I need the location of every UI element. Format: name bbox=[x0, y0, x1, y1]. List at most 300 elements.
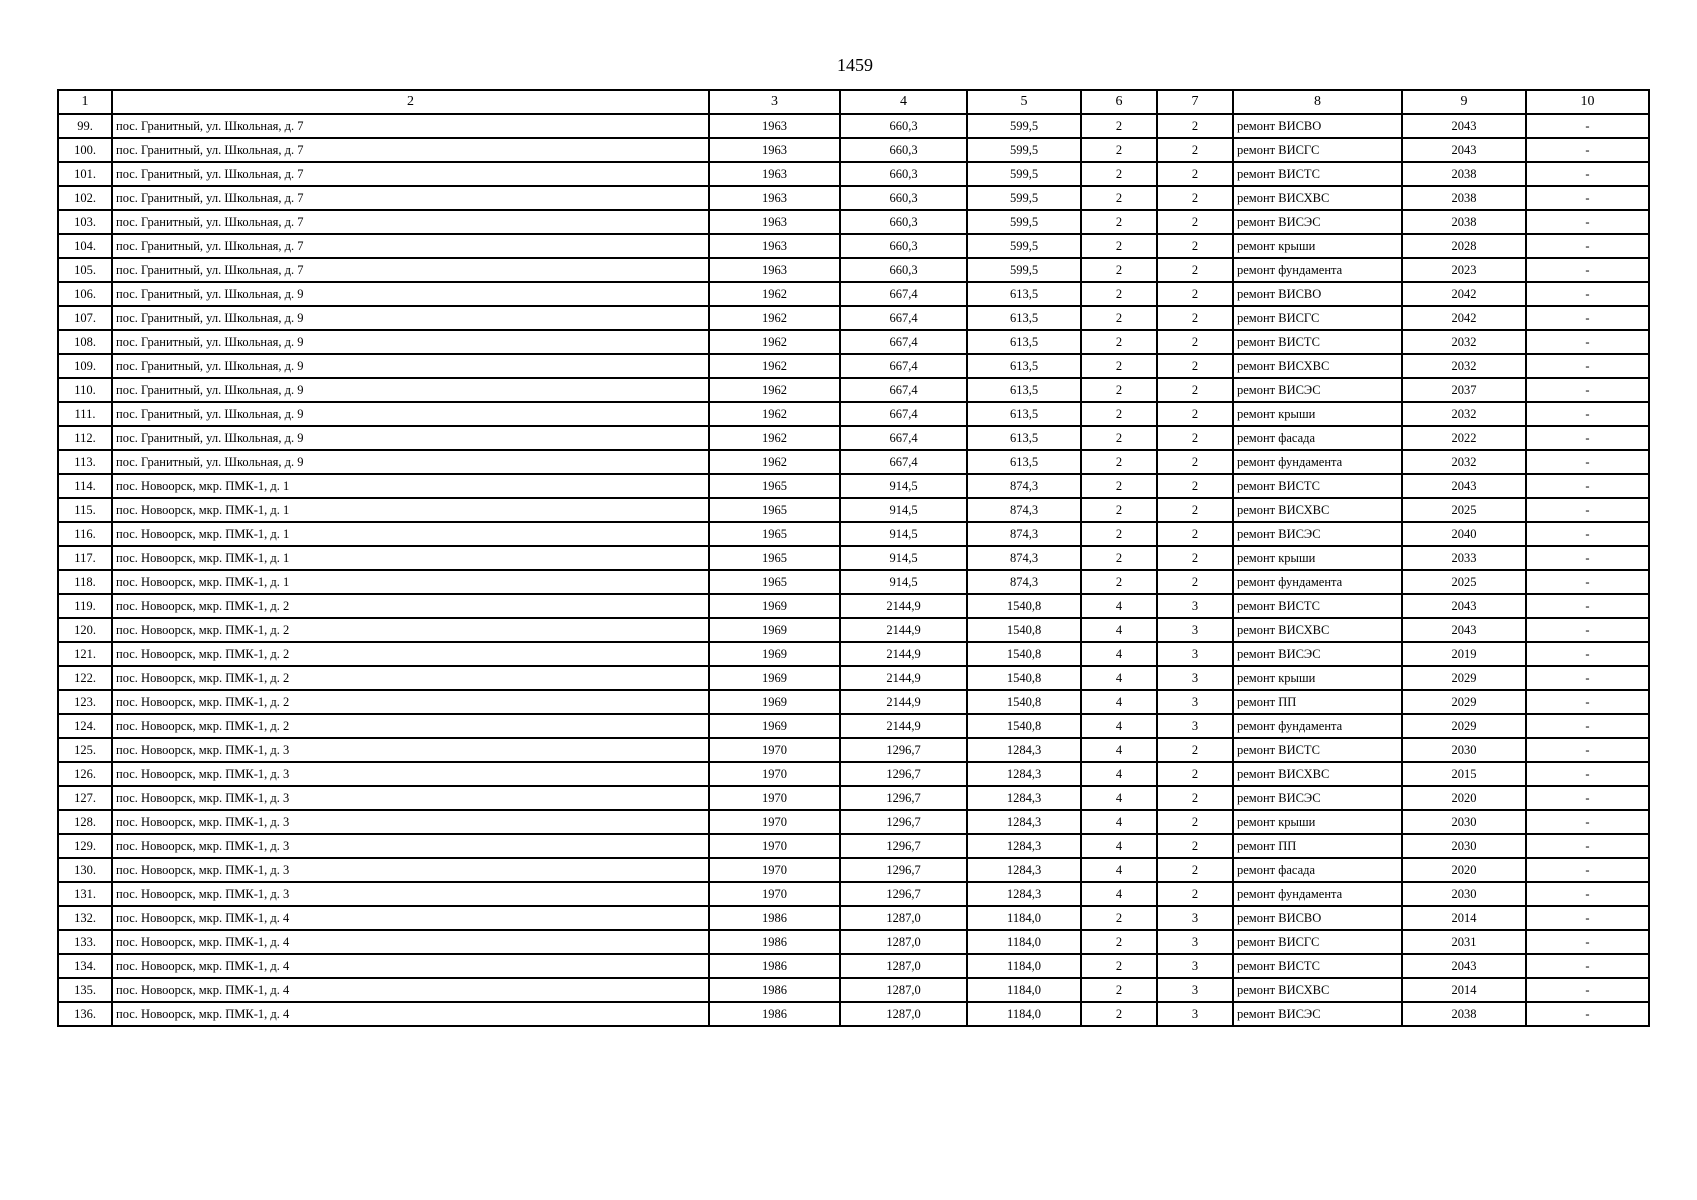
address-cell: пос. Гранитный, ул. Школьная, д. 9 bbox=[112, 282, 709, 306]
living-area-cell: 613,5 bbox=[967, 450, 1081, 474]
note-cell: - bbox=[1526, 834, 1649, 858]
living-area-cell: 599,5 bbox=[967, 210, 1081, 234]
entrances-cell: 2 bbox=[1157, 858, 1233, 882]
work-type-cell: ремонт фундамента bbox=[1233, 258, 1402, 282]
row-number-cell: 99. bbox=[58, 114, 112, 138]
living-area-cell: 1540,8 bbox=[967, 690, 1081, 714]
column-header: 7 bbox=[1157, 90, 1233, 114]
table-row bbox=[58, 234, 1649, 258]
note-cell: - bbox=[1526, 450, 1649, 474]
note-cell: - bbox=[1526, 474, 1649, 498]
year-cell: 1969 bbox=[709, 714, 840, 738]
planned-year-cell: 2043 bbox=[1402, 114, 1526, 138]
entrances-cell: 3 bbox=[1157, 690, 1233, 714]
row-number-cell: 114. bbox=[58, 474, 112, 498]
total-area-cell: 914,5 bbox=[840, 570, 967, 594]
living-area-cell: 1540,8 bbox=[967, 594, 1081, 618]
address-cell: пос. Гранитный, ул. Школьная, д. 7 bbox=[112, 258, 709, 282]
floors-cell: 4 bbox=[1081, 666, 1157, 690]
year-cell: 1965 bbox=[709, 570, 840, 594]
year-cell: 1962 bbox=[709, 426, 840, 450]
work-type-cell: ремонт ВИСВО bbox=[1233, 114, 1402, 138]
note-cell: - bbox=[1526, 186, 1649, 210]
address-cell: пос. Новоорск, мкр. ПМК-1, д. 1 bbox=[112, 570, 709, 594]
planned-year-cell: 2032 bbox=[1402, 330, 1526, 354]
row-number-cell: 113. bbox=[58, 450, 112, 474]
address-cell: пос. Новоорск, мкр. ПМК-1, д. 3 bbox=[112, 810, 709, 834]
table-row bbox=[58, 186, 1649, 210]
row-number-cell: 124. bbox=[58, 714, 112, 738]
entrances-cell: 2 bbox=[1157, 498, 1233, 522]
row-number-cell: 119. bbox=[58, 594, 112, 618]
total-area-cell: 1296,7 bbox=[840, 834, 967, 858]
table-row bbox=[58, 858, 1649, 882]
living-area-cell: 1540,8 bbox=[967, 618, 1081, 642]
row-number-cell: 112. bbox=[58, 426, 112, 450]
planned-year-cell: 2038 bbox=[1402, 186, 1526, 210]
year-cell: 1963 bbox=[709, 258, 840, 282]
total-area-cell: 2144,9 bbox=[840, 666, 967, 690]
address-cell: пос. Новоорск, мкр. ПМК-1, д. 4 bbox=[112, 930, 709, 954]
planned-year-cell: 2037 bbox=[1402, 378, 1526, 402]
work-type-cell: ремонт ВИСВО bbox=[1233, 282, 1402, 306]
table-row bbox=[58, 114, 1649, 138]
living-area-cell: 1184,0 bbox=[967, 978, 1081, 1002]
work-type-cell: ремонт фундамента bbox=[1233, 450, 1402, 474]
table-row bbox=[58, 738, 1649, 762]
year-cell: 1965 bbox=[709, 474, 840, 498]
entrances-cell: 3 bbox=[1157, 618, 1233, 642]
total-area-cell: 2144,9 bbox=[840, 690, 967, 714]
note-cell: - bbox=[1526, 402, 1649, 426]
planned-year-cell: 2040 bbox=[1402, 522, 1526, 546]
table-row bbox=[58, 834, 1649, 858]
living-area-cell: 1540,8 bbox=[967, 642, 1081, 666]
work-type-cell: ремонт ВИСХВС bbox=[1233, 762, 1402, 786]
address-cell: пос. Новоорск, мкр. ПМК-1, д. 4 bbox=[112, 978, 709, 1002]
total-area-cell: 1287,0 bbox=[840, 978, 967, 1002]
work-type-cell: ремонт ВИСЭС bbox=[1233, 522, 1402, 546]
year-cell: 1986 bbox=[709, 978, 840, 1002]
floors-cell: 4 bbox=[1081, 594, 1157, 618]
table-row bbox=[58, 1002, 1649, 1026]
entrances-cell: 2 bbox=[1157, 258, 1233, 282]
work-type-cell: ремонт ВИСВО bbox=[1233, 906, 1402, 930]
entrances-cell: 2 bbox=[1157, 570, 1233, 594]
living-area-cell: 1540,8 bbox=[967, 714, 1081, 738]
work-type-cell: ремонт ВИСГС bbox=[1233, 306, 1402, 330]
row-number-cell: 122. bbox=[58, 666, 112, 690]
address-cell: пос. Гранитный, ул. Школьная, д. 7 bbox=[112, 162, 709, 186]
floors-cell: 2 bbox=[1081, 954, 1157, 978]
floors-cell: 2 bbox=[1081, 138, 1157, 162]
planned-year-cell: 2038 bbox=[1402, 162, 1526, 186]
floors-cell: 4 bbox=[1081, 810, 1157, 834]
row-number-cell: 121. bbox=[58, 642, 112, 666]
planned-year-cell: 2019 bbox=[1402, 642, 1526, 666]
table-row bbox=[58, 762, 1649, 786]
table-row bbox=[58, 210, 1649, 234]
row-number-cell: 135. bbox=[58, 978, 112, 1002]
address-cell: пос. Новоорск, мкр. ПМК-1, д. 2 bbox=[112, 642, 709, 666]
floors-cell: 2 bbox=[1081, 978, 1157, 1002]
living-area-cell: 599,5 bbox=[967, 258, 1081, 282]
floors-cell: 2 bbox=[1081, 282, 1157, 306]
column-header: 1 bbox=[58, 90, 112, 114]
note-cell: - bbox=[1526, 810, 1649, 834]
year-cell: 1970 bbox=[709, 882, 840, 906]
planned-year-cell: 2030 bbox=[1402, 738, 1526, 762]
work-type-cell: ремонт ВИСХВС bbox=[1233, 186, 1402, 210]
total-area-cell: 660,3 bbox=[840, 258, 967, 282]
planned-year-cell: 2028 bbox=[1402, 234, 1526, 258]
planned-year-cell: 2020 bbox=[1402, 786, 1526, 810]
work-type-cell: ремонт ВИСТС bbox=[1233, 594, 1402, 618]
total-area-cell: 914,5 bbox=[840, 474, 967, 498]
living-area-cell: 599,5 bbox=[967, 138, 1081, 162]
work-type-cell: ремонт ВИСТС bbox=[1233, 954, 1402, 978]
note-cell: - bbox=[1526, 618, 1649, 642]
planned-year-cell: 2030 bbox=[1402, 834, 1526, 858]
row-number-cell: 111. bbox=[58, 402, 112, 426]
note-cell: - bbox=[1526, 1002, 1649, 1026]
planned-year-cell: 2029 bbox=[1402, 714, 1526, 738]
note-cell: - bbox=[1526, 906, 1649, 930]
table-row bbox=[58, 954, 1649, 978]
entrances-cell: 2 bbox=[1157, 306, 1233, 330]
planned-year-cell: 2025 bbox=[1402, 570, 1526, 594]
address-cell: пос. Новоорск, мкр. ПМК-1, д. 3 bbox=[112, 834, 709, 858]
living-area-cell: 613,5 bbox=[967, 306, 1081, 330]
row-number-cell: 103. bbox=[58, 210, 112, 234]
year-cell: 1970 bbox=[709, 762, 840, 786]
living-area-cell: 613,5 bbox=[967, 282, 1081, 306]
column-header: 2 bbox=[112, 90, 709, 114]
planned-year-cell: 2015 bbox=[1402, 762, 1526, 786]
entrances-cell: 2 bbox=[1157, 354, 1233, 378]
note-cell: - bbox=[1526, 522, 1649, 546]
total-area-cell: 1296,7 bbox=[840, 858, 967, 882]
entrances-cell: 2 bbox=[1157, 450, 1233, 474]
work-type-cell: ремонт фасада bbox=[1233, 426, 1402, 450]
living-area-cell: 874,3 bbox=[967, 522, 1081, 546]
entrances-cell: 2 bbox=[1157, 762, 1233, 786]
living-area-cell: 599,5 bbox=[967, 114, 1081, 138]
year-cell: 1969 bbox=[709, 618, 840, 642]
planned-year-cell: 2014 bbox=[1402, 906, 1526, 930]
address-cell: пос. Гранитный, ул. Школьная, д. 7 bbox=[112, 210, 709, 234]
floors-cell: 2 bbox=[1081, 330, 1157, 354]
table-row bbox=[58, 282, 1649, 306]
address-cell: пос. Новоорск, мкр. ПМК-1, д. 3 bbox=[112, 786, 709, 810]
planned-year-cell: 2029 bbox=[1402, 666, 1526, 690]
address-cell: пос. Новоорск, мкр. ПМК-1, д. 2 bbox=[112, 714, 709, 738]
entrances-cell: 2 bbox=[1157, 882, 1233, 906]
living-area-cell: 1184,0 bbox=[967, 1002, 1081, 1026]
living-area-cell: 874,3 bbox=[967, 570, 1081, 594]
total-area-cell: 660,3 bbox=[840, 210, 967, 234]
note-cell: - bbox=[1526, 162, 1649, 186]
planned-year-cell: 2031 bbox=[1402, 930, 1526, 954]
living-area-cell: 613,5 bbox=[967, 426, 1081, 450]
living-area-cell: 1184,0 bbox=[967, 954, 1081, 978]
floors-cell: 2 bbox=[1081, 234, 1157, 258]
total-area-cell: 1287,0 bbox=[840, 954, 967, 978]
planned-year-cell: 2042 bbox=[1402, 306, 1526, 330]
row-number-cell: 102. bbox=[58, 186, 112, 210]
total-area-cell: 1296,7 bbox=[840, 738, 967, 762]
year-cell: 1965 bbox=[709, 546, 840, 570]
work-type-cell: ремонт крыши bbox=[1233, 234, 1402, 258]
table-row bbox=[58, 930, 1649, 954]
address-cell: пос. Гранитный, ул. Школьная, д. 9 bbox=[112, 378, 709, 402]
living-area-cell: 613,5 bbox=[967, 330, 1081, 354]
work-type-cell: ремонт ПП bbox=[1233, 834, 1402, 858]
living-area-cell: 1184,0 bbox=[967, 930, 1081, 954]
table-row bbox=[58, 498, 1649, 522]
year-cell: 1970 bbox=[709, 810, 840, 834]
work-type-cell: ремонт ВИСХВС bbox=[1233, 498, 1402, 522]
address-cell: пос. Новоорск, мкр. ПМК-1, д. 4 bbox=[112, 1002, 709, 1026]
address-cell: пос. Новоорск, мкр. ПМК-1, д. 4 bbox=[112, 906, 709, 930]
table-row bbox=[58, 690, 1649, 714]
total-area-cell: 660,3 bbox=[840, 114, 967, 138]
work-type-cell: ремонт ВИСГС bbox=[1233, 930, 1402, 954]
note-cell: - bbox=[1526, 882, 1649, 906]
total-area-cell: 1296,7 bbox=[840, 786, 967, 810]
note-cell: - bbox=[1526, 594, 1649, 618]
address-cell: пос. Гранитный, ул. Школьная, д. 9 bbox=[112, 306, 709, 330]
entrances-cell: 2 bbox=[1157, 186, 1233, 210]
row-number-cell: 125. bbox=[58, 738, 112, 762]
note-cell: - bbox=[1526, 930, 1649, 954]
header-row bbox=[58, 90, 1649, 114]
floors-cell: 2 bbox=[1081, 426, 1157, 450]
entrances-cell: 3 bbox=[1157, 978, 1233, 1002]
row-number-cell: 131. bbox=[58, 882, 112, 906]
row-number-cell: 118. bbox=[58, 570, 112, 594]
table-row bbox=[58, 570, 1649, 594]
row-number-cell: 117. bbox=[58, 546, 112, 570]
row-number-cell: 129. bbox=[58, 834, 112, 858]
table-row bbox=[58, 666, 1649, 690]
note-cell: - bbox=[1526, 234, 1649, 258]
year-cell: 1963 bbox=[709, 138, 840, 162]
table-row bbox=[58, 258, 1649, 282]
work-type-cell: ремонт ВИСТС bbox=[1233, 330, 1402, 354]
column-header: 3 bbox=[709, 90, 840, 114]
total-area-cell: 667,4 bbox=[840, 450, 967, 474]
table-row bbox=[58, 642, 1649, 666]
planned-year-cell: 2043 bbox=[1402, 618, 1526, 642]
work-type-cell: ремонт ВИСЭС bbox=[1233, 642, 1402, 666]
address-cell: пос. Гранитный, ул. Школьная, д. 7 bbox=[112, 138, 709, 162]
living-area-cell: 1284,3 bbox=[967, 786, 1081, 810]
note-cell: - bbox=[1526, 210, 1649, 234]
note-cell: - bbox=[1526, 642, 1649, 666]
note-cell: - bbox=[1526, 762, 1649, 786]
work-type-cell: ремонт ВИСЭС bbox=[1233, 1002, 1402, 1026]
work-type-cell: ремонт ВИСТС bbox=[1233, 162, 1402, 186]
entrances-cell: 2 bbox=[1157, 522, 1233, 546]
note-cell: - bbox=[1526, 690, 1649, 714]
total-area-cell: 1296,7 bbox=[840, 810, 967, 834]
address-cell: пос. Новоорск, мкр. ПМК-1, д. 4 bbox=[112, 954, 709, 978]
planned-year-cell: 2038 bbox=[1402, 210, 1526, 234]
entrances-cell: 3 bbox=[1157, 954, 1233, 978]
planned-year-cell: 2014 bbox=[1402, 978, 1526, 1002]
total-area-cell: 667,4 bbox=[840, 354, 967, 378]
year-cell: 1969 bbox=[709, 594, 840, 618]
work-type-cell: ремонт крыши bbox=[1233, 402, 1402, 426]
table-row bbox=[58, 474, 1649, 498]
floors-cell: 4 bbox=[1081, 858, 1157, 882]
floors-cell: 2 bbox=[1081, 906, 1157, 930]
total-area-cell: 914,5 bbox=[840, 498, 967, 522]
entrances-cell: 2 bbox=[1157, 378, 1233, 402]
table-body bbox=[58, 114, 1649, 1026]
total-area-cell: 667,4 bbox=[840, 402, 967, 426]
note-cell: - bbox=[1526, 978, 1649, 1002]
year-cell: 1962 bbox=[709, 330, 840, 354]
year-cell: 1986 bbox=[709, 906, 840, 930]
note-cell: - bbox=[1526, 282, 1649, 306]
total-area-cell: 660,3 bbox=[840, 138, 967, 162]
planned-year-cell: 2029 bbox=[1402, 690, 1526, 714]
note-cell: - bbox=[1526, 954, 1649, 978]
floors-cell: 4 bbox=[1081, 642, 1157, 666]
floors-cell: 2 bbox=[1081, 258, 1157, 282]
table-row bbox=[58, 978, 1649, 1002]
table-row bbox=[58, 138, 1649, 162]
work-type-cell: ремонт ВИСЭС bbox=[1233, 210, 1402, 234]
living-area-cell: 1284,3 bbox=[967, 882, 1081, 906]
entrances-cell: 3 bbox=[1157, 594, 1233, 618]
entrances-cell: 2 bbox=[1157, 162, 1233, 186]
table-row bbox=[58, 522, 1649, 546]
living-area-cell: 874,3 bbox=[967, 498, 1081, 522]
work-type-cell: ремонт фундамента bbox=[1233, 882, 1402, 906]
year-cell: 1962 bbox=[709, 354, 840, 378]
living-area-cell: 613,5 bbox=[967, 378, 1081, 402]
living-area-cell: 1284,3 bbox=[967, 858, 1081, 882]
work-type-cell: ремонт ПП bbox=[1233, 690, 1402, 714]
table-row bbox=[58, 618, 1649, 642]
floors-cell: 4 bbox=[1081, 714, 1157, 738]
note-cell: - bbox=[1526, 714, 1649, 738]
year-cell: 1962 bbox=[709, 306, 840, 330]
entrances-cell: 2 bbox=[1157, 786, 1233, 810]
total-area-cell: 660,3 bbox=[840, 186, 967, 210]
planned-year-cell: 2042 bbox=[1402, 282, 1526, 306]
address-cell: пос. Новоорск, мкр. ПМК-1, д. 2 bbox=[112, 594, 709, 618]
work-type-cell: ремонт крыши bbox=[1233, 810, 1402, 834]
entrances-cell: 3 bbox=[1157, 714, 1233, 738]
living-area-cell: 599,5 bbox=[967, 162, 1081, 186]
total-area-cell: 667,4 bbox=[840, 426, 967, 450]
note-cell: - bbox=[1526, 138, 1649, 162]
living-area-cell: 874,3 bbox=[967, 546, 1081, 570]
table-row bbox=[58, 714, 1649, 738]
total-area-cell: 660,3 bbox=[840, 234, 967, 258]
floors-cell: 4 bbox=[1081, 618, 1157, 642]
column-header: 4 bbox=[840, 90, 967, 114]
row-number-cell: 115. bbox=[58, 498, 112, 522]
work-type-cell: ремонт ВИСЭС bbox=[1233, 786, 1402, 810]
floors-cell: 4 bbox=[1081, 786, 1157, 810]
entrances-cell: 2 bbox=[1157, 282, 1233, 306]
row-number-cell: 106. bbox=[58, 282, 112, 306]
address-cell: пос. Гранитный, ул. Школьная, д. 9 bbox=[112, 354, 709, 378]
entrances-cell: 3 bbox=[1157, 930, 1233, 954]
work-type-cell: ремонт ВИСТС bbox=[1233, 738, 1402, 762]
floors-cell: 2 bbox=[1081, 570, 1157, 594]
column-header: 8 bbox=[1233, 90, 1402, 114]
row-number-cell: 108. bbox=[58, 330, 112, 354]
year-cell: 1970 bbox=[709, 786, 840, 810]
row-number-cell: 136. bbox=[58, 1002, 112, 1026]
note-cell: - bbox=[1526, 354, 1649, 378]
entrances-cell: 2 bbox=[1157, 402, 1233, 426]
address-cell: пос. Гранитный, ул. Школьная, д. 7 bbox=[112, 186, 709, 210]
total-area-cell: 1287,0 bbox=[840, 1002, 967, 1026]
floors-cell: 4 bbox=[1081, 834, 1157, 858]
floors-cell: 4 bbox=[1081, 882, 1157, 906]
planned-year-cell: 2043 bbox=[1402, 474, 1526, 498]
table-row bbox=[58, 546, 1649, 570]
column-header: 5 bbox=[967, 90, 1081, 114]
floors-cell: 4 bbox=[1081, 762, 1157, 786]
entrances-cell: 2 bbox=[1157, 738, 1233, 762]
work-type-cell: ремонт ВИСХВС bbox=[1233, 978, 1402, 1002]
year-cell: 1965 bbox=[709, 522, 840, 546]
entrances-cell: 2 bbox=[1157, 834, 1233, 858]
address-cell: пос. Новоорск, мкр. ПМК-1, д. 3 bbox=[112, 858, 709, 882]
year-cell: 1986 bbox=[709, 930, 840, 954]
address-cell: пос. Новоорск, мкр. ПМК-1, д. 3 bbox=[112, 762, 709, 786]
address-cell: пос. Новоорск, мкр. ПМК-1, д. 1 bbox=[112, 498, 709, 522]
floors-cell: 2 bbox=[1081, 378, 1157, 402]
address-cell: пос. Новоорск, мкр. ПМК-1, д. 2 bbox=[112, 618, 709, 642]
note-cell: - bbox=[1526, 738, 1649, 762]
work-type-cell: ремонт ВИСТС bbox=[1233, 474, 1402, 498]
entrances-cell: 2 bbox=[1157, 810, 1233, 834]
work-type-cell: ремонт ВИСЭС bbox=[1233, 378, 1402, 402]
entrances-cell: 3 bbox=[1157, 1002, 1233, 1026]
table-row bbox=[58, 882, 1649, 906]
table-row bbox=[58, 786, 1649, 810]
total-area-cell: 2144,9 bbox=[840, 642, 967, 666]
year-cell: 1963 bbox=[709, 114, 840, 138]
row-number-cell: 100. bbox=[58, 138, 112, 162]
entrances-cell: 2 bbox=[1157, 114, 1233, 138]
table-row bbox=[58, 378, 1649, 402]
row-number-cell: 133. bbox=[58, 930, 112, 954]
table-row bbox=[58, 402, 1649, 426]
address-cell: пос. Гранитный, ул. Школьная, д. 9 bbox=[112, 450, 709, 474]
planned-year-cell: 2020 bbox=[1402, 858, 1526, 882]
repair-schedule-table bbox=[57, 89, 1650, 1027]
planned-year-cell: 2032 bbox=[1402, 354, 1526, 378]
living-area-cell: 1284,3 bbox=[967, 738, 1081, 762]
total-area-cell: 914,5 bbox=[840, 522, 967, 546]
address-cell: пос. Гранитный, ул. Школьная, д. 9 bbox=[112, 402, 709, 426]
row-number-cell: 127. bbox=[58, 786, 112, 810]
row-number-cell: 123. bbox=[58, 690, 112, 714]
column-header: 6 bbox=[1081, 90, 1157, 114]
address-cell: пос. Гранитный, ул. Школьная, д. 9 bbox=[112, 330, 709, 354]
year-cell: 1970 bbox=[709, 738, 840, 762]
